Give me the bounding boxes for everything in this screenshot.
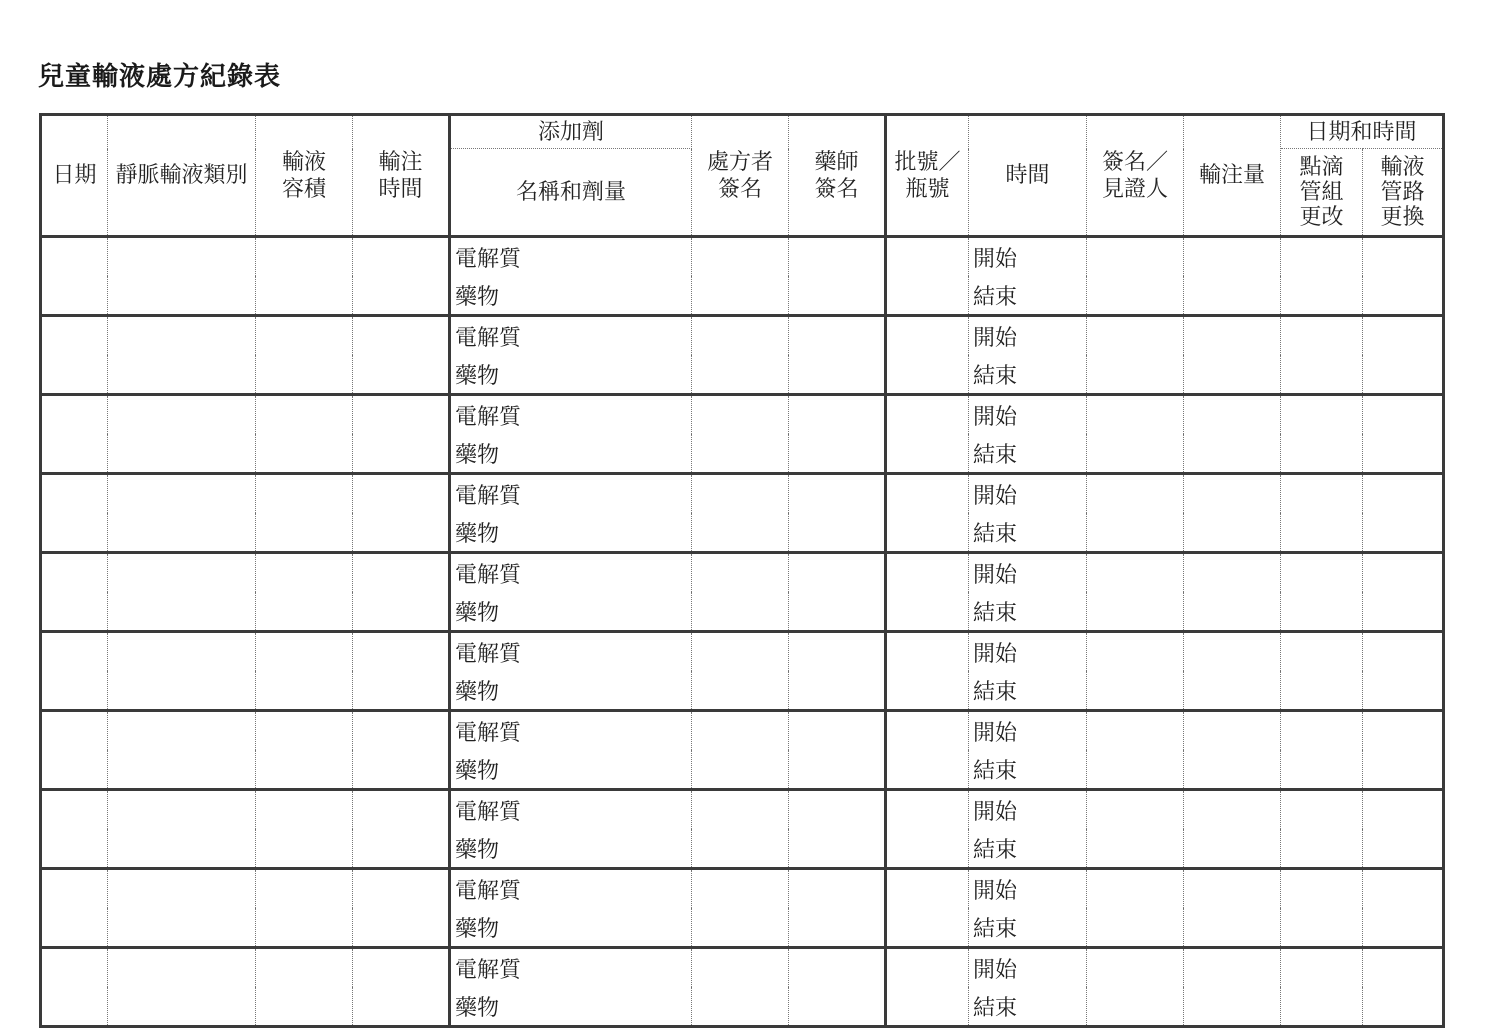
prescriber-cell[interactable] (692, 553, 789, 593)
date-cell[interactable] (41, 908, 108, 948)
line-change-cell[interactable] (1363, 237, 1444, 277)
date-cell[interactable] (41, 632, 108, 672)
line-change-cell[interactable] (1363, 948, 1444, 988)
header-infused-volume: 輸注量 (1184, 115, 1281, 237)
iv-type-cell[interactable] (108, 474, 256, 514)
signature-cell[interactable] (1087, 474, 1184, 514)
pharmacist-cell[interactable] (789, 237, 886, 277)
volume-cell[interactable] (256, 711, 353, 751)
date-cell[interactable] (41, 355, 108, 395)
pharmacist-cell[interactable] (789, 276, 886, 316)
line-change-cell[interactable] (1363, 750, 1444, 790)
infused-volume-cell[interactable] (1184, 592, 1281, 632)
additive-electrolyte-label: 電解質 (450, 395, 692, 435)
line-change-cell[interactable] (1363, 908, 1444, 948)
time-start-label: 開始 (969, 395, 1087, 435)
iv-type-cell[interactable] (108, 671, 256, 711)
header-volume: 輸液 容積 (256, 115, 353, 237)
header-iv-type: 靜脈輸液類別 (108, 115, 256, 237)
batch-cell[interactable] (886, 750, 969, 790)
infused-volume-cell[interactable] (1184, 948, 1281, 988)
prescriber-cell[interactable] (692, 948, 789, 988)
table-row (41, 237, 1444, 277)
time-end-label: 結束 (969, 513, 1087, 553)
signature-cell[interactable] (1087, 632, 1184, 672)
prescriber-cell[interactable] (692, 671, 789, 711)
line-change-cell[interactable] (1363, 829, 1444, 869)
table-row-lower (41, 987, 1444, 1027)
iv-type-cell[interactable] (108, 513, 256, 553)
time-start-label: 開始 (969, 632, 1087, 672)
time-start-label: 開始 (969, 553, 1087, 593)
signature-cell[interactable] (1087, 592, 1184, 632)
pharmacist-cell[interactable] (789, 829, 886, 869)
prescriber-cell[interactable] (692, 711, 789, 751)
time-start-label: 開始 (969, 790, 1087, 830)
giving-set-cell[interactable] (1281, 434, 1363, 474)
additive-electrolyte-label: 電解質 (450, 316, 692, 356)
batch-cell[interactable] (886, 434, 969, 474)
signature-cell[interactable] (1087, 434, 1184, 474)
line-change-cell[interactable] (1363, 592, 1444, 632)
batch-cell[interactable] (886, 553, 969, 593)
volume-cell[interactable] (256, 908, 353, 948)
batch-cell[interactable] (886, 869, 969, 909)
pharmacist-cell[interactable] (789, 513, 886, 553)
volume-cell[interactable] (256, 869, 353, 909)
volume-cell[interactable] (256, 750, 353, 790)
date-cell[interactable] (41, 513, 108, 553)
infused-volume-cell[interactable] (1184, 671, 1281, 711)
duration-cell[interactable] (353, 869, 450, 909)
additive-electrolyte-label: 電解質 (450, 632, 692, 672)
prescriber-cell[interactable] (692, 632, 789, 672)
date-cell[interactable] (41, 434, 108, 474)
additive-drug-label: 藥物 (450, 987, 692, 1027)
iv-type-cell[interactable] (108, 829, 256, 869)
giving-set-cell[interactable] (1281, 829, 1363, 869)
table-row (41, 869, 1444, 909)
date-cell[interactable] (41, 869, 108, 909)
infused-volume-cell[interactable] (1184, 276, 1281, 316)
table-row (41, 553, 1444, 593)
volume-cell[interactable] (256, 276, 353, 316)
date-cell[interactable] (41, 316, 108, 356)
pharmacist-cell[interactable] (789, 553, 886, 593)
prescriber-cell[interactable] (692, 592, 789, 632)
duration-cell[interactable] (353, 711, 450, 751)
line-change-cell[interactable] (1363, 513, 1444, 553)
infused-volume-cell[interactable] (1184, 750, 1281, 790)
duration-cell[interactable] (353, 750, 450, 790)
signature-cell[interactable] (1087, 711, 1184, 751)
giving-set-cell[interactable] (1281, 987, 1363, 1027)
volume-cell[interactable] (256, 671, 353, 711)
volume-cell[interactable] (256, 355, 353, 395)
volume-cell[interactable] (256, 553, 353, 593)
additive-electrolyte-label: 電解質 (450, 237, 692, 277)
header-giving-set-change: 點滴 管組 更改 (1281, 149, 1363, 237)
duration-cell[interactable] (353, 632, 450, 672)
time-end-label: 結束 (969, 987, 1087, 1027)
infused-volume-cell[interactable] (1184, 237, 1281, 277)
signature-cell[interactable] (1087, 987, 1184, 1027)
volume-cell[interactable] (256, 474, 353, 514)
pharmacist-cell[interactable] (789, 316, 886, 356)
table-row-lower (41, 434, 1444, 474)
additive-drug-label: 藥物 (450, 276, 692, 316)
time-end-label: 結束 (969, 592, 1087, 632)
duration-cell[interactable] (353, 790, 450, 830)
duration-cell[interactable] (353, 592, 450, 632)
additive-drug-label: 藥物 (450, 908, 692, 948)
infused-volume-cell[interactable] (1184, 711, 1281, 751)
duration-cell[interactable] (353, 671, 450, 711)
prescriber-cell[interactable] (692, 434, 789, 474)
infused-volume-cell[interactable] (1184, 434, 1281, 474)
iv-type-cell[interactable] (108, 316, 256, 356)
iv-type-cell[interactable] (108, 237, 256, 277)
volume-cell[interactable] (256, 632, 353, 672)
duration-cell[interactable] (353, 513, 450, 553)
table-row (41, 632, 1444, 672)
table-row-lower (41, 671, 1444, 711)
giving-set-cell[interactable] (1281, 355, 1363, 395)
iv-type-cell[interactable] (108, 355, 256, 395)
prescriber-cell[interactable] (692, 829, 789, 869)
batch-cell[interactable] (886, 237, 969, 277)
iv-type-cell[interactable] (108, 987, 256, 1027)
infused-volume-cell[interactable] (1184, 987, 1281, 1027)
time-start-label: 開始 (969, 474, 1087, 514)
additive-drug-label: 藥物 (450, 355, 692, 395)
signature-cell[interactable] (1087, 395, 1184, 435)
record-rows (41, 237, 1444, 1027)
time-end-label: 結束 (969, 671, 1087, 711)
infused-volume-cell[interactable] (1184, 395, 1281, 435)
table-row (41, 316, 1444, 356)
date-cell[interactable] (41, 276, 108, 316)
header-prescriber: 處方者 簽名 (692, 115, 789, 237)
volume-cell[interactable] (256, 592, 353, 632)
volume-cell[interactable] (256, 434, 353, 474)
additive-electrolyte-label: 電解質 (450, 790, 692, 830)
iv-type-cell[interactable] (108, 276, 256, 316)
prescriber-cell[interactable] (692, 395, 789, 435)
date-cell[interactable] (41, 829, 108, 869)
prescriber-cell[interactable] (692, 869, 789, 909)
infused-volume-cell[interactable] (1184, 632, 1281, 672)
infused-volume-cell[interactable] (1184, 869, 1281, 909)
giving-set-cell[interactable] (1281, 237, 1363, 277)
additive-electrolyte-label: 電解質 (450, 948, 692, 988)
iv-type-cell[interactable] (108, 869, 256, 909)
infused-volume-cell[interactable] (1184, 908, 1281, 948)
signature-cell[interactable] (1087, 750, 1184, 790)
prescriber-cell[interactable] (692, 513, 789, 553)
line-change-cell[interactable] (1363, 711, 1444, 751)
pharmacist-cell[interactable] (789, 948, 886, 988)
signature-cell[interactable] (1087, 829, 1184, 869)
batch-cell[interactable] (886, 276, 969, 316)
batch-cell[interactable] (886, 948, 969, 988)
duration-cell[interactable] (353, 474, 450, 514)
header-signature-witness: 簽名／ 見證人 (1087, 115, 1184, 237)
batch-cell[interactable] (886, 474, 969, 514)
signature-cell[interactable] (1087, 553, 1184, 593)
signature-cell[interactable] (1087, 316, 1184, 356)
additive-drug-label: 藥物 (450, 829, 692, 869)
table-row (41, 711, 1444, 751)
duration-cell[interactable] (353, 829, 450, 869)
date-cell[interactable] (41, 553, 108, 593)
giving-set-cell[interactable] (1281, 948, 1363, 988)
additive-drug-label: 藥物 (450, 592, 692, 632)
date-cell[interactable] (41, 750, 108, 790)
infused-volume-cell[interactable] (1184, 829, 1281, 869)
giving-set-cell[interactable] (1281, 316, 1363, 356)
header-additive-name: 名稱和劑量 (450, 149, 692, 237)
prescriber-cell[interactable] (692, 908, 789, 948)
signature-cell[interactable] (1087, 869, 1184, 909)
duration-cell[interactable] (353, 948, 450, 988)
date-cell[interactable] (41, 592, 108, 632)
duration-cell[interactable] (353, 237, 450, 277)
table-row-lower (41, 355, 1444, 395)
giving-set-cell[interactable] (1281, 869, 1363, 909)
iv-type-cell[interactable] (108, 948, 256, 988)
additive-drug-label: 藥物 (450, 671, 692, 711)
time-start-label: 開始 (969, 316, 1087, 356)
line-change-cell[interactable] (1363, 395, 1444, 435)
date-cell[interactable] (41, 671, 108, 711)
giving-set-cell[interactable] (1281, 276, 1363, 316)
iv-type-cell[interactable] (108, 632, 256, 672)
additive-electrolyte-label: 電解質 (450, 869, 692, 909)
date-cell[interactable] (41, 948, 108, 988)
iv-type-cell[interactable] (108, 553, 256, 593)
date-cell[interactable] (41, 474, 108, 514)
giving-set-cell[interactable] (1281, 750, 1363, 790)
batch-cell[interactable] (886, 592, 969, 632)
batch-cell[interactable] (886, 316, 969, 356)
iv-type-cell[interactable] (108, 750, 256, 790)
time-end-label: 結束 (969, 908, 1087, 948)
header-line-change: 輸液 管路 更換 (1363, 149, 1444, 237)
header-pharmacist: 藥師 簽名 (789, 115, 886, 237)
infused-volume-cell[interactable] (1184, 553, 1281, 593)
iv-type-cell[interactable] (108, 908, 256, 948)
infused-volume-cell[interactable] (1184, 355, 1281, 395)
additive-drug-label: 藥物 (450, 434, 692, 474)
signature-cell[interactable] (1087, 513, 1184, 553)
volume-cell[interactable] (256, 513, 353, 553)
pharmacist-cell[interactable] (789, 711, 886, 751)
volume-cell[interactable] (256, 316, 353, 356)
date-cell[interactable] (41, 395, 108, 435)
batch-cell[interactable] (886, 671, 969, 711)
additive-electrolyte-label: 電解質 (450, 553, 692, 593)
additive-electrolyte-label: 電解質 (450, 474, 692, 514)
time-start-label: 開始 (969, 869, 1087, 909)
table-row (41, 474, 1444, 514)
time-end-label: 結束 (969, 829, 1087, 869)
batch-cell[interactable] (886, 987, 969, 1027)
line-change-cell[interactable] (1363, 869, 1444, 909)
header-time: 時間 (969, 115, 1087, 237)
date-cell[interactable] (41, 987, 108, 1027)
line-change-cell[interactable] (1363, 276, 1444, 316)
iv-type-cell[interactable] (108, 395, 256, 435)
batch-cell[interactable] (886, 513, 969, 553)
date-cell[interactable] (41, 711, 108, 751)
giving-set-cell[interactable] (1281, 632, 1363, 672)
volume-cell[interactable] (256, 829, 353, 869)
prescriber-cell[interactable] (692, 750, 789, 790)
signature-cell[interactable] (1087, 355, 1184, 395)
line-change-cell[interactable] (1363, 474, 1444, 514)
volume-cell[interactable] (256, 987, 353, 1027)
additive-drug-label: 藥物 (450, 750, 692, 790)
pharmacist-cell[interactable] (789, 632, 886, 672)
duration-cell[interactable] (353, 316, 450, 356)
pharmacist-cell[interactable] (789, 395, 886, 435)
time-start-label: 開始 (969, 711, 1087, 751)
time-end-label: 結束 (969, 276, 1087, 316)
table-row-lower (41, 592, 1444, 632)
header-additive-group: 添加劑 (450, 115, 692, 149)
table-row-lower (41, 276, 1444, 316)
volume-cell[interactable] (256, 237, 353, 277)
infusion-record-table (39, 113, 1445, 1028)
pharmacist-cell[interactable] (789, 671, 886, 711)
date-cell[interactable] (41, 237, 108, 277)
batch-cell[interactable] (886, 395, 969, 435)
duration-cell[interactable] (353, 434, 450, 474)
line-change-cell[interactable] (1363, 632, 1444, 672)
giving-set-cell[interactable] (1281, 711, 1363, 751)
pharmacist-cell[interactable] (789, 790, 886, 830)
signature-cell[interactable] (1087, 790, 1184, 830)
duration-cell[interactable] (353, 553, 450, 593)
line-change-cell[interactable] (1363, 671, 1444, 711)
table-row (41, 395, 1444, 435)
pharmacist-cell[interactable] (789, 908, 886, 948)
prescriber-cell[interactable] (692, 355, 789, 395)
time-end-label: 結束 (969, 355, 1087, 395)
line-change-cell[interactable] (1363, 434, 1444, 474)
infused-volume-cell[interactable] (1184, 474, 1281, 514)
duration-cell[interactable] (353, 395, 450, 435)
batch-cell[interactable] (886, 711, 969, 751)
line-change-cell[interactable] (1363, 987, 1444, 1027)
time-start-label: 開始 (969, 237, 1087, 277)
pharmacist-cell[interactable] (789, 869, 886, 909)
infused-volume-cell[interactable] (1184, 790, 1281, 830)
additive-electrolyte-label: 電解質 (450, 711, 692, 751)
table-row-lower (41, 750, 1444, 790)
duration-cell[interactable] (353, 987, 450, 1027)
batch-cell[interactable] (886, 908, 969, 948)
infused-volume-cell[interactable] (1184, 513, 1281, 553)
batch-cell[interactable] (886, 829, 969, 869)
iv-type-cell[interactable] (108, 711, 256, 751)
signature-cell[interactable] (1087, 908, 1184, 948)
time-end-label: 結束 (969, 750, 1087, 790)
pharmacist-cell[interactable] (789, 434, 886, 474)
giving-set-cell[interactable] (1281, 592, 1363, 632)
giving-set-cell[interactable] (1281, 474, 1363, 514)
time-end-label: 結束 (969, 434, 1087, 474)
prescriber-cell[interactable] (692, 276, 789, 316)
table-row-lower (41, 513, 1444, 553)
date-cell[interactable] (41, 790, 108, 830)
duration-cell[interactable] (353, 276, 450, 316)
pharmacist-cell[interactable] (789, 750, 886, 790)
signature-cell[interactable] (1087, 671, 1184, 711)
iv-type-cell[interactable] (108, 790, 256, 830)
line-change-cell[interactable] (1363, 553, 1444, 593)
line-change-cell[interactable] (1363, 790, 1444, 830)
duration-cell[interactable] (353, 908, 450, 948)
header-batch: 批號／ 瓶號 (886, 115, 969, 237)
duration-cell[interactable] (353, 355, 450, 395)
batch-cell[interactable] (886, 632, 969, 672)
line-change-cell[interactable] (1363, 316, 1444, 356)
infused-volume-cell[interactable] (1184, 316, 1281, 356)
form-title: 兒童輸液處方紀錄表 (38, 62, 282, 92)
table-row-lower (41, 908, 1444, 948)
header-datetime-group: 日期和時間 (1281, 115, 1444, 149)
iv-type-cell[interactable] (108, 434, 256, 474)
prescriber-cell[interactable] (692, 790, 789, 830)
signature-cell[interactable] (1087, 276, 1184, 316)
pharmacist-cell[interactable] (789, 592, 886, 632)
prescriber-cell[interactable] (692, 316, 789, 356)
giving-set-cell[interactable] (1281, 395, 1363, 435)
time-start-label: 開始 (969, 948, 1087, 988)
prescriber-cell[interactable] (692, 237, 789, 277)
volume-cell[interactable] (256, 948, 353, 988)
pharmacist-cell[interactable] (789, 355, 886, 395)
signature-cell[interactable] (1087, 237, 1184, 277)
table-row-lower (41, 829, 1444, 869)
giving-set-cell[interactable] (1281, 553, 1363, 593)
giving-set-cell[interactable] (1281, 671, 1363, 711)
signature-cell[interactable] (1087, 948, 1184, 988)
header-duration: 輸注 時間 (353, 115, 450, 237)
pharmacist-cell[interactable] (789, 987, 886, 1027)
prescriber-cell[interactable] (692, 474, 789, 514)
line-change-cell[interactable] (1363, 355, 1444, 395)
volume-cell[interactable] (256, 790, 353, 830)
table-row (41, 948, 1444, 988)
table-row (41, 790, 1444, 830)
batch-cell[interactable] (886, 790, 969, 830)
pharmacist-cell[interactable] (789, 474, 886, 514)
batch-cell[interactable] (886, 355, 969, 395)
header-date: 日期 (41, 115, 108, 237)
giving-set-cell[interactable] (1281, 513, 1363, 553)
prescriber-cell[interactable] (692, 987, 789, 1027)
volume-cell[interactable] (256, 395, 353, 435)
iv-type-cell[interactable] (108, 592, 256, 632)
giving-set-cell[interactable] (1281, 908, 1363, 948)
giving-set-cell[interactable] (1281, 790, 1363, 830)
additive-drug-label: 藥物 (450, 513, 692, 553)
